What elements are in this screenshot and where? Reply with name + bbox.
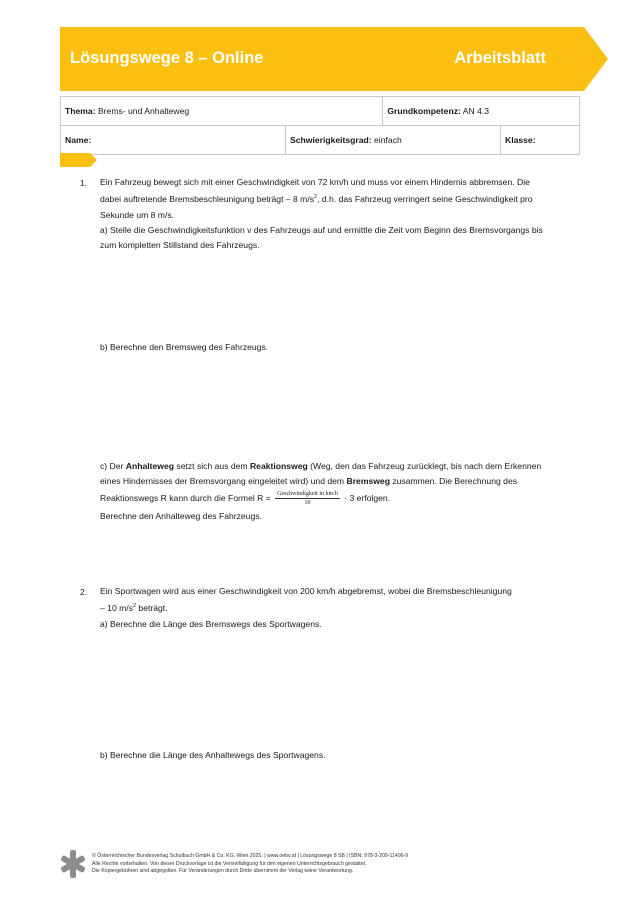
t1c-a: c) Der [100, 461, 126, 471]
task1c-line4: Berechne den Anhalteweg des Fahrzeugs. [100, 510, 262, 521]
task1a-line1: a) Stelle die Geschwindigkeitsfunktion v des Fahrzeugs auf und ermittle die Zeit vom Beginn des Bremsvorgangs bis [100, 225, 543, 236]
task2-number: 2. [80, 587, 88, 597]
kompetenz-value: AN 4.3 [460, 106, 490, 116]
klasse-label: Klasse: [505, 135, 536, 145]
superscript-2b: 2 [132, 603, 137, 610]
task2-line2-start: – 10 m/s [100, 603, 133, 614]
header-banner [60, 27, 608, 91]
task2-intro [100, 584, 590, 632]
task1-line2-end: , d.h. das Fahrzeug verringert seine Geschwindigkeit pro [317, 194, 533, 205]
footer-line3: Die Kopiergebühren sind abgegolten. Für Veränderungen durch Dritte übernimmt der Verlag keine Verantwortung. [92, 868, 354, 875]
t1c-2c: zusammen. Die Berechnung des [389, 476, 518, 487]
task1-line3: Sekunde um 8 m/s. [100, 209, 175, 220]
superscript-2: 2 [314, 194, 318, 201]
name-cell[interactable] [61, 126, 286, 155]
footer-copyright [92, 853, 408, 876]
task2-line2 [100, 599, 590, 616]
info-table [60, 96, 580, 155]
task2b: b) Berechne die Länge des Anhaltewegs des Sportwagens. [100, 750, 326, 760]
task2-line2-end: beträgt. [136, 603, 168, 614]
task1c-line3 [100, 490, 590, 509]
t1c-c: setzt sich aus dem [174, 461, 250, 471]
t1c-reaktionsweg: Reaktionsweg [249, 461, 308, 471]
t1c-bremsweg: Bremsweg [346, 476, 390, 487]
t1c-anhalteweg: Anhalteweg [125, 461, 175, 471]
task1b: b) Berechne den Bremsweg des Fahrzeugs. [100, 342, 269, 352]
task1-intro [100, 175, 590, 254]
task2a: a) Berechne die Länge des Bremswegs des Sportwagens. [100, 618, 322, 629]
task1c-line1 [100, 459, 590, 474]
small-arrow-marker [60, 153, 98, 167]
klasse-cell[interactable] [501, 126, 580, 155]
name-label: Name: [65, 135, 92, 145]
t1c-e: (Weg, den das Fahrzeug zurücklegt, bis nach dem Erkennen [307, 461, 542, 471]
worksheet-type: Arbeitsblatt [454, 49, 546, 67]
task1-line1: Ein Fahrzeug bewegt sich mit einer Geschwindigkeit von 72 km/h und muss vor einem Hindernis abbremsen. Die [100, 177, 530, 187]
schwierigkeit-cell [286, 126, 501, 155]
kompetenz-cell [383, 97, 580, 126]
footer-line2: Alle Rechte vorbehalten. Von dieser Druckvorlage ist die Vervielfältigung für den eigenen Unterrichtsgebrauch gestattet. [92, 860, 367, 867]
task1c-line2 [100, 474, 590, 489]
task1-line2 [100, 190, 590, 207]
t1c-3a: Reaktionswegs R kann durch die Formel R = [100, 492, 274, 503]
t1c-3b: · 3 erfolgen. [341, 492, 391, 503]
t1c-2a: eines Hindernisses der Bremsvorgang eingeleitet wird) und dem [100, 476, 347, 487]
task2-line1: Ein Sportwagen wird aus einer Geschwindigkeit von 200 km/h abgebremst, wobei die Bremsbeschleunigung [100, 586, 512, 596]
schwierigkeit-value: einfach [371, 135, 402, 145]
formula-fraction [275, 490, 340, 507]
thema-cell [61, 97, 383, 126]
fraction-numerator: Geschwindigkeit in km/h [277, 490, 338, 497]
thema-value: Brems- und Anhalteweg [95, 106, 190, 116]
kompetenz-label: Grundkompetenz: [387, 106, 461, 116]
footer-line1: © Österreichischer Bundesverlag Schulbuch GmbH & Co. KG, Wien 2025. | www.oebv.at | Lösungswege 8 SB | ISBN: 978-3-209-11496-9 [92, 853, 409, 859]
task1c [100, 459, 590, 524]
book-title: Lösungswege 8 – Online [70, 49, 264, 67]
thema-label: Thema: [65, 106, 96, 116]
task1-number: 1. [80, 178, 88, 188]
task1-line2-start: dabei auftretende Bremsbeschleunigung beträgt – 8 m/s [100, 194, 315, 205]
schwierigkeit-label: Schwierigkeitsgrad: [290, 135, 372, 145]
publisher-logo-icon [60, 850, 86, 878]
fraction-denominator: 10 [304, 499, 311, 506]
task1a-line2: zum kompletten Stillstand des Fahrzeugs. [100, 240, 260, 251]
